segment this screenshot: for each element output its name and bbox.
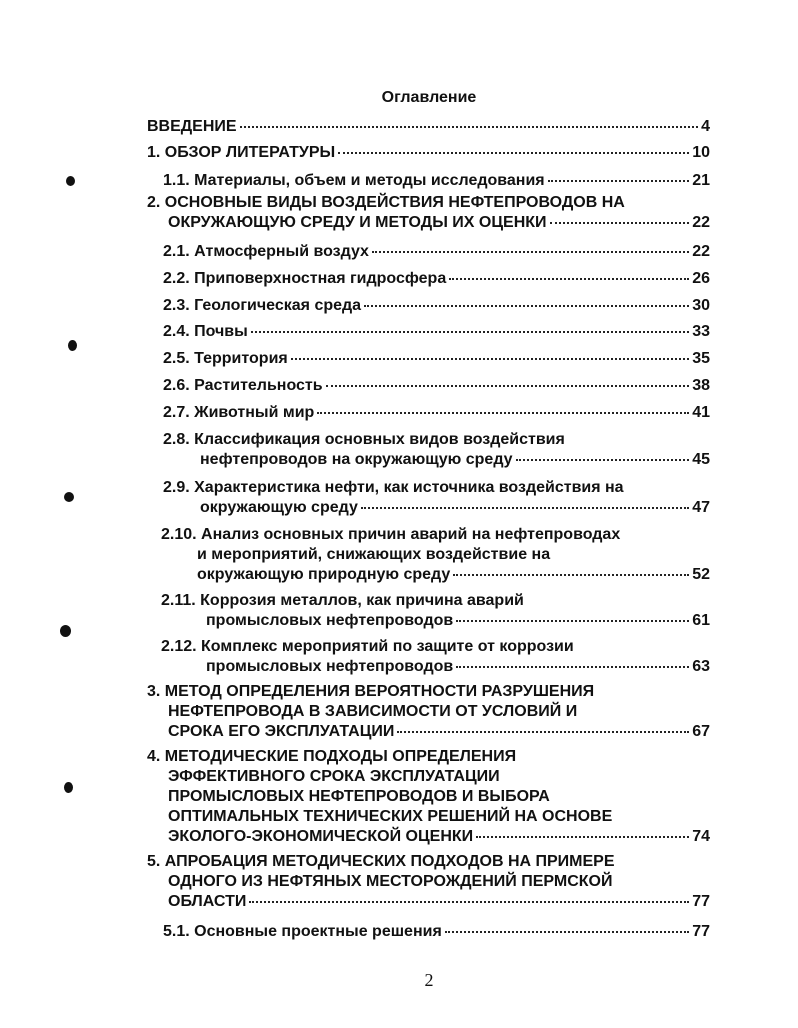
- toc-entry[interactable]: [163, 171, 710, 191]
- page-number: 2: [424, 970, 434, 990]
- toc-entry[interactable]: [161, 637, 710, 677]
- toc-entry-line: [163, 498, 710, 518]
- toc-entry-line: [163, 242, 710, 262]
- toc-entry-text: ЭФФЕКТИВНОГО СРОКА ЭКСПЛУАТАЦИИ: [168, 768, 500, 785]
- toc-entry[interactable]: [163, 349, 710, 369]
- toc-entry[interactable]: [147, 747, 710, 847]
- toc-entry-page: 47: [692, 499, 710, 516]
- toc-entry-line: [147, 807, 710, 827]
- dot-leader: [445, 930, 689, 933]
- page-title: Оглавление: [381, 89, 477, 106]
- toc-entry-line: [161, 637, 710, 657]
- toc-entry[interactable]: [163, 376, 710, 396]
- dot-leader: [291, 357, 689, 360]
- toc-entry-text: 2.8. Классификация основных видов воздействия: [163, 431, 565, 448]
- toc-entry-page: 22: [692, 243, 710, 260]
- toc-entry-line: [147, 702, 710, 722]
- scan-blot: [66, 176, 75, 186]
- toc-entry-page: 10: [692, 144, 710, 161]
- toc-entry-text: 2.6. Растительность: [163, 377, 323, 394]
- toc-entry-text: 2.10. Анализ основных причин аварий на нефтепроводах: [161, 526, 621, 543]
- toc-entry-line: [147, 767, 710, 787]
- dot-leader: [456, 619, 689, 622]
- toc-entry-text: 2.5. Территория: [163, 350, 288, 367]
- toc-entry-page: 26: [692, 270, 710, 287]
- toc-entry[interactable]: [147, 852, 710, 912]
- toc-entry[interactable]: [163, 478, 710, 518]
- toc-entry[interactable]: [147, 682, 710, 742]
- toc-entry-page: 30: [692, 297, 710, 314]
- toc-entry-text: ВВЕДЕНИЕ: [147, 118, 237, 135]
- toc-entry-text: 5. АПРОБАЦИЯ МЕТОДИЧЕСКИХ ПОДХОДОВ НА ПРИМЕРЕ: [147, 853, 615, 870]
- toc-entry-text: НЕФТЕПРОВОДА В ЗАВИСИМОСТИ ОТ УСЛОВИЙ И: [168, 703, 578, 720]
- dot-leader: [456, 665, 689, 668]
- toc-entry-line: [163, 269, 710, 289]
- scan-blot: [68, 340, 77, 351]
- dot-leader: [338, 151, 689, 154]
- toc-entry-line: [147, 722, 710, 742]
- toc-entry-text: 2.12. Комплекс мероприятий по защите от коррозии: [161, 638, 574, 655]
- toc-entry-line: [161, 565, 710, 585]
- scan-blot: [60, 625, 71, 637]
- toc-entry-text: 4. МЕТОДИЧЕСКИЕ ПОДХОДЫ ОПРЕДЕЛЕНИЯ: [147, 748, 517, 765]
- toc-entry-text: 2.4. Почвы: [163, 323, 248, 340]
- toc-entry-text: ОДНОГО ИЗ НЕФТЯНЫХ МЕСТОРОЖДЕНИЙ ПЕРМСКОЙ: [168, 873, 613, 890]
- toc-entry-page: 77: [692, 923, 710, 940]
- toc-entry-text: 2.1. Атмосферный воздух: [163, 243, 369, 260]
- toc-entry-line: [147, 827, 710, 847]
- toc-entry[interactable]: [163, 322, 710, 342]
- dot-leader: [476, 835, 689, 838]
- toc-entry-line: [163, 478, 710, 498]
- toc-entry-page: 67: [692, 723, 710, 740]
- toc-entry-text: 2.9. Характеристика нефти, как источника воздействия на: [163, 479, 624, 496]
- dot-leader: [372, 250, 689, 253]
- dot-leader: [361, 506, 689, 509]
- toc-entry-page: 33: [692, 323, 710, 340]
- toc-entry-line: [161, 657, 710, 677]
- toc-entry-text: промысловых нефтепроводов: [206, 658, 454, 675]
- toc-entry-line: [147, 682, 710, 702]
- toc-entry-text: СРОКА ЕГО ЭКСПЛУАТАЦИИ: [168, 723, 395, 740]
- toc-entry[interactable]: [163, 922, 710, 942]
- toc-entry-text: промысловых нефтепроводов: [206, 612, 454, 629]
- toc-entry[interactable]: [163, 296, 710, 316]
- dot-leader: [453, 573, 689, 576]
- toc-entry-text: ОПТИМАЛЬНЫХ ТЕХНИЧЕСКИХ РЕШЕНИЙ НА ОСНОВЕ: [168, 808, 613, 825]
- toc-entry-page: 77: [692, 893, 710, 910]
- toc-entry-page: 41: [692, 404, 710, 421]
- toc-entry-page: 38: [692, 377, 710, 394]
- toc-entry-page: 35: [692, 350, 710, 367]
- toc-entry-text: 2.7. Животный мир: [163, 404, 315, 421]
- toc-entry-text: нефтепроводов на окружающую среду: [200, 451, 513, 468]
- dot-leader: [249, 900, 689, 903]
- dot-leader: [364, 304, 689, 307]
- toc-entry[interactable]: [161, 525, 710, 585]
- dot-leader: [251, 330, 689, 333]
- toc-entry-text: окружающую природную среду: [197, 566, 451, 583]
- toc-entry-line: [161, 591, 710, 611]
- scan-blot: [64, 782, 73, 793]
- toc-entry-line: [147, 143, 710, 163]
- dot-leader: [449, 277, 689, 280]
- toc-entry-line: [147, 852, 710, 872]
- toc-entry-text: 2.3. Геологическая среда: [163, 297, 362, 314]
- toc-entry[interactable]: [161, 591, 710, 631]
- toc-entry-text: 2.11. Коррозия металлов, как причина аварий: [161, 592, 524, 609]
- toc-entry[interactable]: [147, 143, 710, 163]
- toc-entry-line: [161, 611, 710, 631]
- toc-entry-line: [163, 403, 710, 423]
- toc-entry-line: [147, 213, 710, 233]
- toc-entry-line: [147, 193, 710, 213]
- toc-entry-line: [163, 296, 710, 316]
- toc-entry-line: [161, 525, 710, 545]
- toc-entry-text: 5.1. Основные проектные решения: [163, 923, 442, 940]
- toc-entry-page: 21: [692, 172, 710, 189]
- dot-leader: [397, 730, 689, 733]
- toc-entry-line: [147, 117, 710, 137]
- toc-entry[interactable]: [163, 403, 710, 423]
- toc-entry-line: [161, 545, 710, 565]
- toc-entry[interactable]: [163, 242, 710, 262]
- toc-entry-line: [163, 322, 710, 342]
- toc-entry-text: 2.2. Приповерхностная гидросфера: [163, 270, 447, 287]
- toc-entry-page: 61: [692, 612, 710, 629]
- toc-entry-page: 45: [692, 451, 710, 468]
- toc-entry-page: 52: [692, 566, 710, 583]
- toc-entry[interactable]: [147, 117, 710, 137]
- toc-entry-page: 22: [692, 214, 710, 231]
- toc-entry-line: [163, 450, 710, 470]
- dot-leader: [326, 384, 690, 387]
- dot-leader: [317, 411, 689, 414]
- dot-leader: [240, 125, 699, 128]
- toc-entry-text: 2. ОСНОВНЫЕ ВИДЫ ВОЗДЕЙСТВИЯ НЕФТЕПРОВОДОВ НА: [147, 194, 625, 211]
- toc-entry-text: и мероприятий, снижающих воздействие на: [197, 546, 551, 563]
- toc-entry-line: [163, 430, 710, 450]
- toc-entry-text: ПРОМЫСЛОВЫХ НЕФТЕПРОВОДОВ И ВЫБОРА: [168, 788, 550, 805]
- toc-entry-line: [147, 787, 710, 807]
- toc-entry-line: [147, 872, 710, 892]
- toc-entry-text: 1.1. Материалы, объем и методы исследования: [163, 172, 545, 189]
- dot-leader: [550, 221, 690, 224]
- toc-entry-line: [163, 349, 710, 369]
- toc-entry-line: [147, 747, 710, 767]
- toc-entry-line: [163, 376, 710, 396]
- toc-entry-text: ЭКОЛОГО-ЭКОНОМИЧЕСКОЙ ОЦЕНКИ: [168, 828, 474, 845]
- toc-entry-text: окружающую среду: [200, 499, 358, 516]
- toc-entry[interactable]: [163, 269, 710, 289]
- toc-entry[interactable]: [163, 430, 710, 470]
- dot-leader: [548, 179, 690, 182]
- toc-entry-page: 4: [701, 118, 710, 135]
- dot-leader: [516, 458, 690, 461]
- toc-entry-text: ОБЛАСТИ: [168, 893, 247, 910]
- toc-entry-line: [147, 892, 710, 912]
- scan-blot: [64, 492, 74, 502]
- toc-entry-line: [163, 922, 710, 942]
- toc-entry-text: 3. МЕТОД ОПРЕДЕЛЕНИЯ ВЕРОЯТНОСТИ РАЗРУШЕНИЯ: [147, 683, 595, 700]
- toc-entry[interactable]: [147, 193, 710, 233]
- toc-entry-page: 74: [692, 828, 710, 845]
- toc-entry-page: 63: [692, 658, 710, 675]
- toc-entry-line: [163, 171, 710, 191]
- toc-entry-text: 1. ОБЗОР ЛИТЕРАТУРЫ: [147, 144, 336, 161]
- toc-entry-text: ОКРУЖАЮЩУЮ СРЕДУ И МЕТОДЫ ИХ ОЦЕНКИ: [168, 214, 547, 231]
